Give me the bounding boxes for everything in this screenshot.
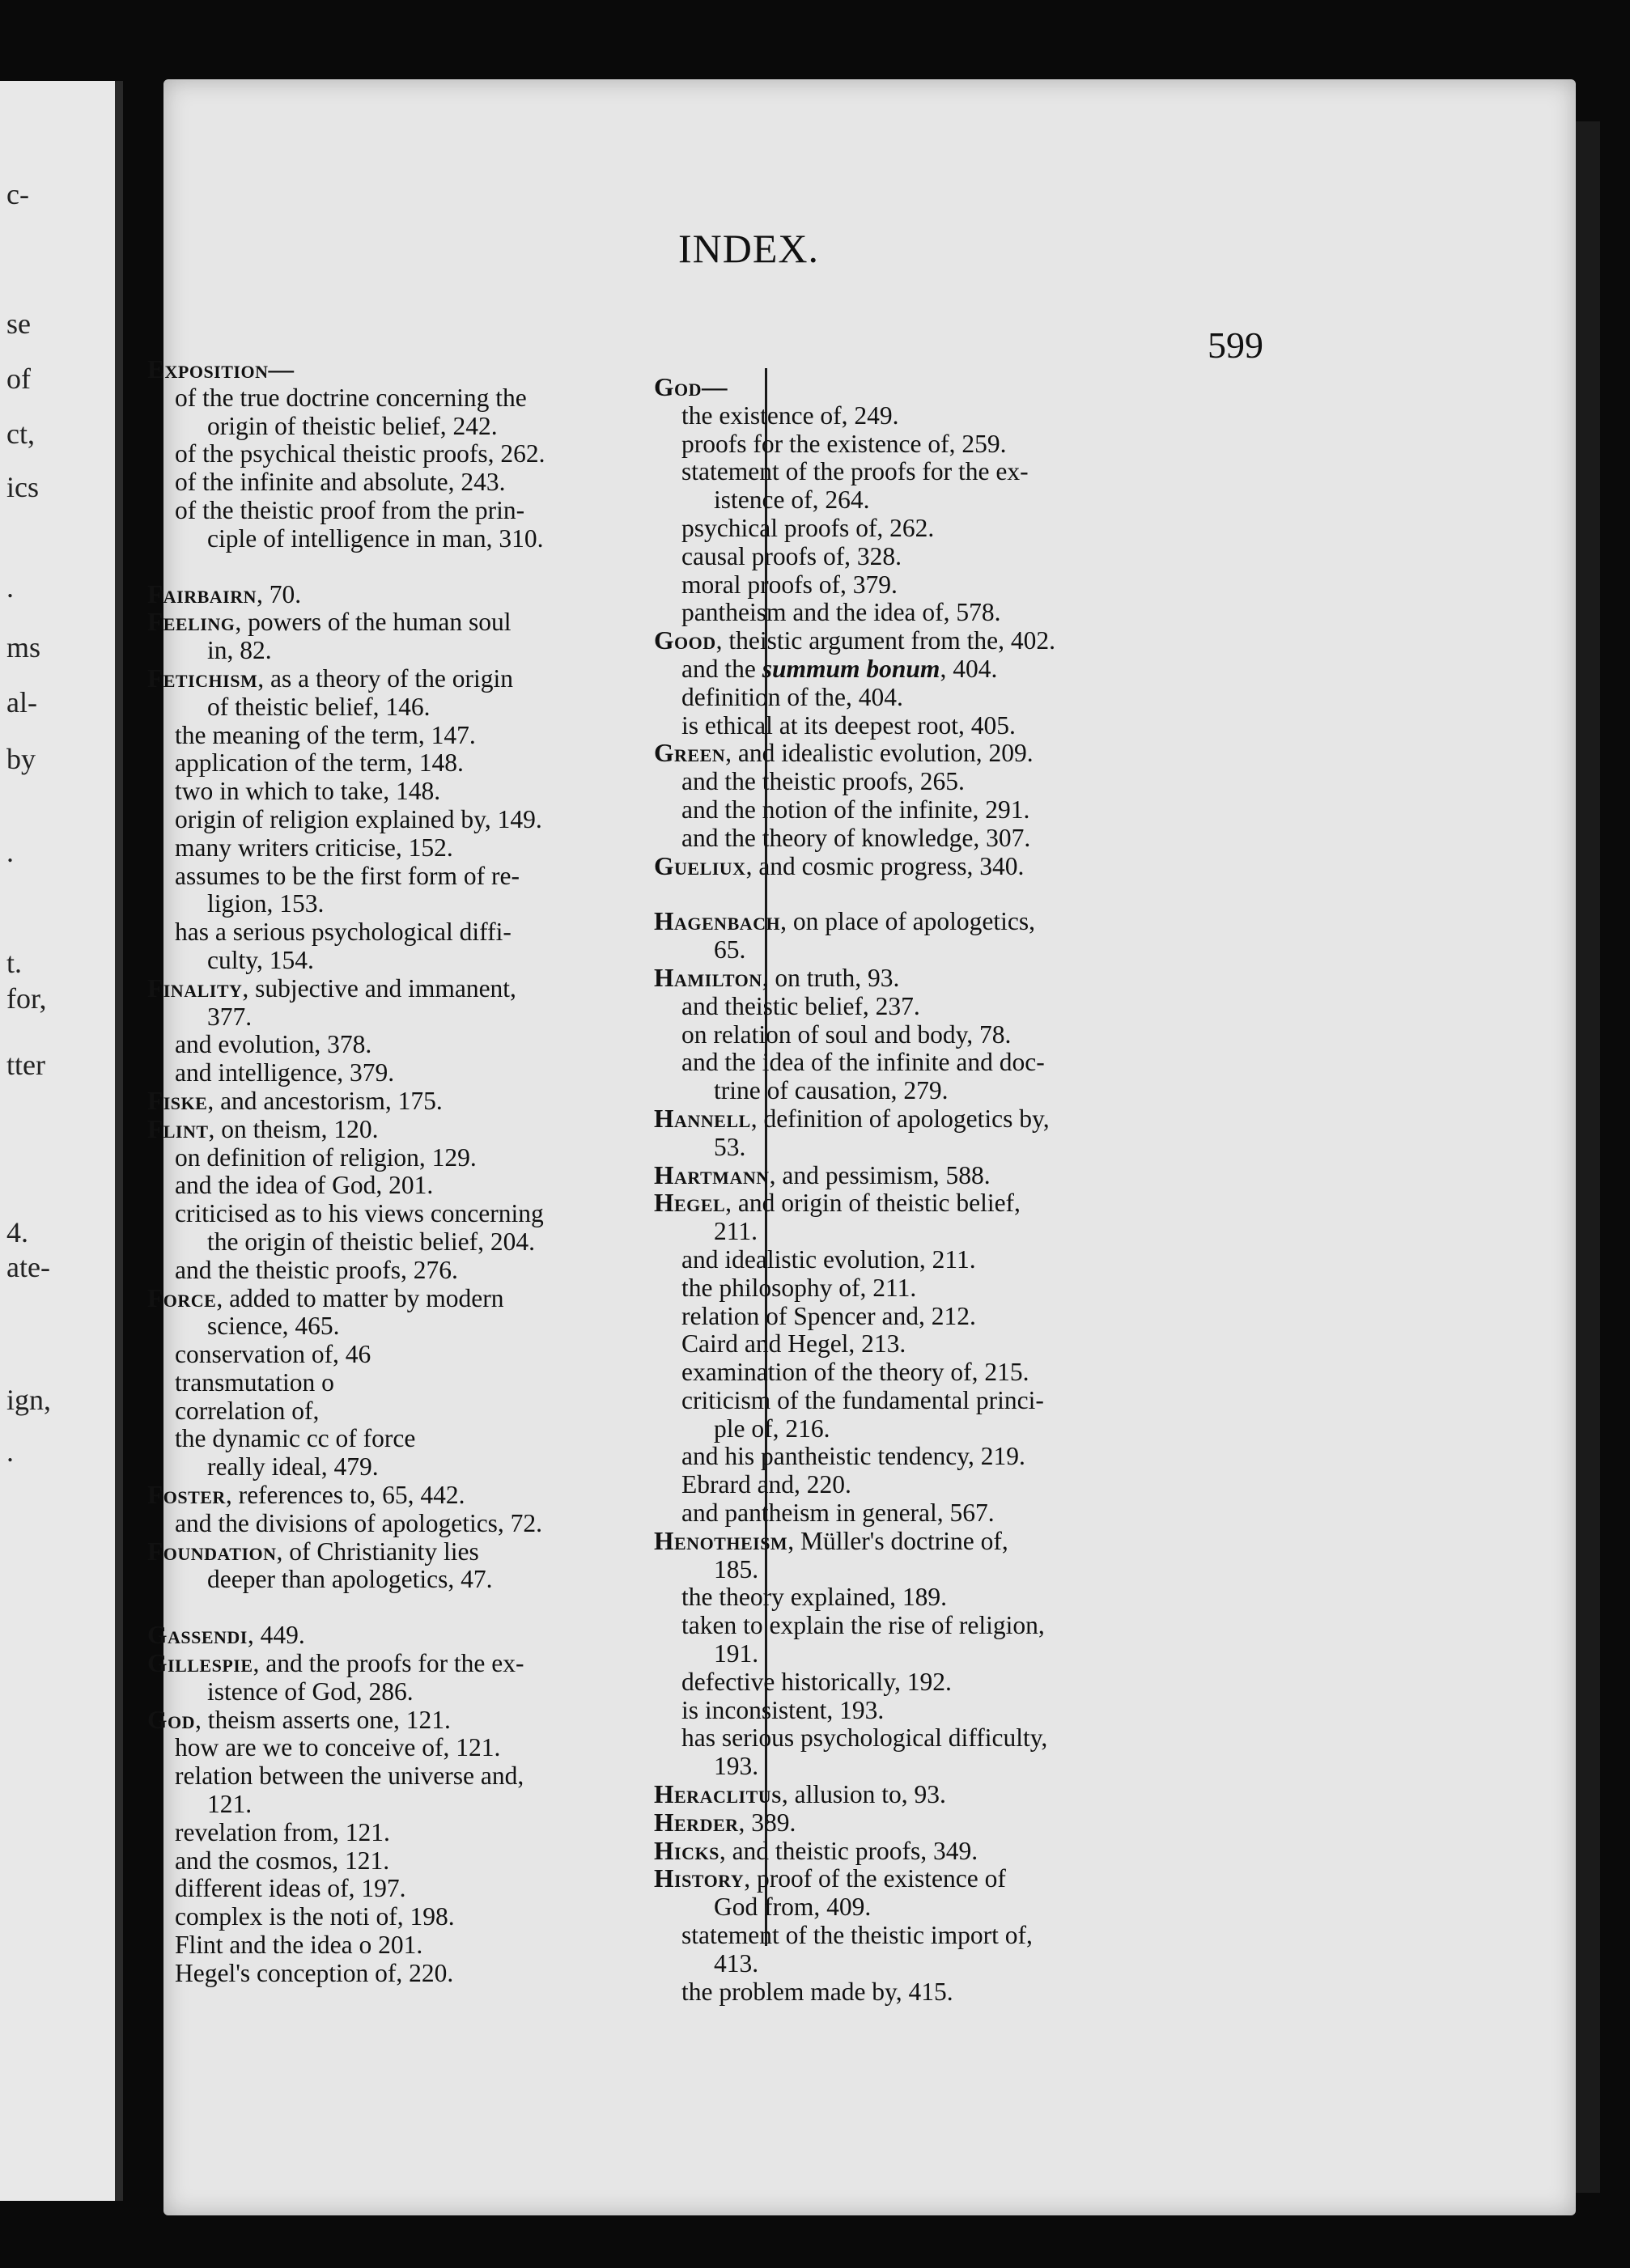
index-heading-line: [654, 908, 1148, 936]
index-subentry-line: [654, 936, 1148, 964]
index-subentry-line: [654, 1303, 1148, 1331]
index-subentry-line: [147, 693, 641, 722]
index-subentry-line: [654, 1359, 1148, 1387]
index-subentry-line: [147, 1228, 641, 1257]
index-text: , on theism, 120.: [208, 1114, 379, 1143]
index-subentry-line: [147, 947, 641, 975]
index-subentry-line: [147, 834, 641, 863]
index-text: God from, 409.: [714, 1893, 872, 1922]
index-heading: Fetichism: [147, 663, 258, 693]
index-subentry-line: [654, 993, 1148, 1021]
index-text: the theory explained, 189.: [681, 1583, 948, 1612]
index-text: on relation of soul and body, 78.: [681, 1020, 1012, 1049]
index-text: different ideas of, 197.: [175, 1874, 406, 1903]
index-heading-line: [147, 1482, 641, 1510]
index-text: , on place of apologetics,: [780, 907, 1036, 936]
index-subentry-line: [654, 1922, 1148, 1950]
index-subentry-line: [654, 1893, 1148, 1922]
index-column-left: [147, 356, 641, 1988]
index-subentry-line: [147, 1819, 641, 1847]
index-text: the origin of theistic belief, 204.: [207, 1227, 536, 1256]
index-subentry-line: [147, 1425, 641, 1453]
index-text: statement of the theistic import of,: [681, 1921, 1033, 1950]
index-text: relation of Spencer and, 212.: [681, 1301, 976, 1330]
index-text: causal proofs of, 328.: [681, 541, 902, 570]
index-text: , powers of the human soul: [235, 608, 511, 637]
index-heading: Exposition—: [147, 355, 295, 384]
index-text: origin of religion explained by, 149.: [175, 804, 542, 833]
index-subentry-line: [147, 497, 641, 525]
index-text: has a serious psychological diffi-: [175, 918, 511, 947]
index-text: correlation of,: [175, 1396, 320, 1425]
index-text: , 70.: [256, 579, 302, 608]
index-subentry-line: [654, 1950, 1148, 1978]
index-subentry-line: [147, 1566, 641, 1594]
index-subentry-line: [654, 655, 1148, 684]
index-subentry-line: [147, 1931, 641, 1960]
index-text: and the notion of the infinite, 291.: [681, 795, 1030, 824]
index-text: culty, 154.: [207, 945, 314, 974]
index-heading: Fairbairn: [147, 579, 257, 608]
index-subentry-line: [654, 1274, 1148, 1303]
previous-page-text-fragment: 4.: [6, 1216, 28, 1248]
index-text: istence of God, 286.: [207, 1677, 414, 1706]
index-heading-line: [654, 374, 1148, 402]
index-text: many writers criticise, 152.: [175, 833, 453, 862]
index-subentry-line: [147, 806, 641, 834]
index-heading: Heraclitus: [654, 1780, 782, 1809]
index-heading: Hicks: [654, 1836, 719, 1865]
index-text: , 449.: [247, 1621, 305, 1650]
index-heading-line: [654, 1838, 1148, 1866]
previous-page-text-fragment: of: [6, 362, 31, 395]
index-subentry-line: [654, 571, 1148, 600]
previous-page-text-fragment: t.: [6, 947, 23, 979]
index-subentry-line: [654, 684, 1148, 712]
index-heading-line: [147, 608, 641, 637]
previous-page-text-fragment: .: [6, 571, 14, 604]
index-text: , subjective and immanent,: [242, 973, 516, 1003]
index-text: has serious psychological difficulty,: [681, 1723, 1048, 1753]
index-text: 121.: [207, 1790, 253, 1819]
index-text: on definition of religion, 129.: [175, 1142, 477, 1172]
index-subentry-line: [147, 1791, 641, 1819]
index-heading: God: [147, 1705, 196, 1734]
index-subentry-line: [654, 1471, 1148, 1499]
index-subentry-line: [147, 440, 641, 468]
index-heading-line: [147, 665, 641, 693]
index-subentry-line: [654, 1330, 1148, 1359]
index-heading: Green: [654, 739, 726, 768]
index-subentry-line: [654, 1724, 1148, 1753]
index-heading: Hamilton: [654, 963, 762, 992]
index-text: , proof of the existence of: [744, 1864, 1006, 1893]
index-text: psychical proofs of, 262.: [681, 513, 935, 542]
index-heading: Fiske: [147, 1086, 208, 1115]
index-text: , added to matter by modern: [216, 1283, 504, 1312]
index-text: complex is the noti of, 198.: [175, 1902, 455, 1931]
index-text: criticised as to his views concerning: [175, 1199, 544, 1228]
index-subentry-line: [654, 515, 1148, 543]
index-subentry-line: [147, 1172, 641, 1200]
index-subentry-line: [147, 384, 641, 413]
index-subentry-line: [147, 1341, 641, 1369]
index-heading-line: [654, 1528, 1148, 1556]
previous-page-text-fragment: ign,: [6, 1384, 52, 1416]
index-subentry-line: [147, 1144, 641, 1172]
index-subentry-line: [654, 1612, 1148, 1640]
index-subentry-line: [654, 712, 1148, 740]
index-text: , and pessimism, 588.: [769, 1160, 991, 1189]
previous-page-text-fragment: ct,: [6, 418, 35, 450]
index-subentry-line: [654, 1668, 1148, 1697]
index-heading-line: [147, 1116, 641, 1144]
index-text: 193.: [714, 1752, 759, 1781]
index-text: of the true doctrine concerning the: [175, 383, 527, 412]
index-text: of the psychical theistic proofs, 262.: [175, 439, 545, 468]
index-text: the problem made by, 415.: [681, 1977, 953, 2006]
previous-page-text-fragment: ate-: [6, 1251, 50, 1283]
index-subentry-line: [654, 1583, 1148, 1612]
index-text: and idealistic evolution, 211.: [681, 1244, 976, 1274]
index-text: of the theistic proof from the prin-: [175, 495, 525, 524]
index-text: and pantheism in general, 567.: [681, 1499, 995, 1528]
index-subentry-line: [654, 768, 1148, 796]
index-subentry-line: [654, 543, 1148, 571]
index-heading: Herder: [654, 1808, 739, 1837]
index-subentry-line: [147, 890, 641, 918]
index-heading: Hegel: [654, 1189, 726, 1218]
index-text: really ideal, 479.: [207, 1452, 379, 1482]
index-heading-line: [654, 1809, 1148, 1838]
index-heading: Gillespie: [147, 1649, 253, 1678]
previous-page-text-fragment: se: [6, 307, 31, 340]
index-heading-line: [654, 627, 1148, 655]
index-heading-line: [654, 1162, 1148, 1190]
index-subentry-line: [654, 796, 1148, 825]
index-text: and the theory of knowledge, 307.: [681, 823, 1031, 852]
index-subentry-line: [654, 1640, 1148, 1668]
index-text: ciple of intelligence in man, 310.: [207, 524, 544, 553]
index-subentry-line: [147, 1059, 641, 1087]
index-text: relation between the universe and,: [175, 1761, 524, 1791]
index-text: , 389.: [738, 1808, 796, 1837]
index-heading: Henotheism: [654, 1526, 788, 1555]
index-text: , as a theory of the origin: [257, 663, 514, 693]
index-text: , and the proofs for the ex-: [253, 1649, 524, 1678]
index-text: examination of the theory of, 215.: [681, 1358, 1029, 1387]
page-number: 599: [1208, 324, 1263, 366]
index-heading-line: [147, 1706, 641, 1735]
index-subentry-line: [147, 468, 641, 497]
index-text: the existence of, 249.: [681, 401, 899, 430]
index-text: of the infinite and absolute, 243.: [175, 468, 506, 497]
index-text: ple of, 216.: [714, 1414, 830, 1443]
index-heading: History: [654, 1864, 745, 1893]
index-subentry-line: [654, 1077, 1148, 1105]
index-heading-line: [147, 975, 641, 1003]
index-subentry-line: [147, 1369, 641, 1397]
index-text: and intelligence, 379.: [175, 1058, 395, 1087]
index-subentry-line: [147, 1960, 641, 1988]
index-subentry-line: [654, 1415, 1148, 1443]
index-text: , and theistic proofs, 349.: [719, 1836, 978, 1865]
index-subentry-line: [147, 1762, 641, 1791]
entry-gap: [654, 880, 1148, 908]
index-text: Hegel's conception of, 220.: [175, 1958, 454, 1987]
index-text: , theism asserts one, 121.: [195, 1705, 451, 1734]
index-subentry-line: [147, 1903, 641, 1931]
index-heading: Gassendi: [147, 1621, 248, 1650]
index-text: 53.: [714, 1132, 746, 1161]
previous-page-text-fragment: c-: [6, 178, 29, 210]
index-text: how are we to conceive of, 121.: [175, 1733, 501, 1762]
index-subentry-line: [147, 918, 641, 947]
index-subentry-line: [654, 486, 1148, 515]
index-text: , on truth, 93.: [762, 963, 900, 992]
index-text: transmutation o: [175, 1367, 334, 1397]
index-subentry-line: [147, 1257, 641, 1285]
entry-gap: [147, 553, 641, 581]
index-text: , 404.: [940, 654, 998, 683]
index-heading-line: [654, 1781, 1148, 1809]
index-text: statement of the proofs for the ex-: [681, 457, 1029, 486]
index-text: , and origin of theistic belief,: [725, 1189, 1021, 1218]
index-subentry-line: [654, 825, 1148, 853]
previous-page-text-fragment: .: [6, 836, 14, 868]
index-text: , Müller's doctrine of,: [787, 1526, 1008, 1555]
index-heading-line: [147, 1538, 641, 1566]
index-text: taken to explain the rise of religion,: [681, 1611, 1045, 1640]
previous-page-text-fragment: .: [6, 1435, 14, 1468]
index-text: defective historically, 192.: [681, 1667, 952, 1696]
index-subentry-line: [147, 1312, 641, 1341]
index-text: , and ancestorism, 175.: [207, 1086, 443, 1115]
index-heading-line: [147, 1285, 641, 1313]
previous-page-text-fragment: ms: [6, 631, 41, 663]
index-text: , theistic argument from the, 402.: [715, 626, 1055, 655]
index-subentry-line: [147, 637, 641, 665]
index-text: definition of the, 404.: [681, 682, 903, 711]
index-text: Caird and Hegel, 213.: [681, 1329, 906, 1359]
index-subentry-line: [147, 525, 641, 553]
index-subentry-line: [147, 778, 641, 806]
index-text: conservation of, 46: [175, 1340, 371, 1369]
index-text: deeper than apologetics, 47.: [207, 1565, 493, 1594]
index-heading: God—: [654, 373, 728, 401]
index-subentry-line: [147, 1847, 641, 1876]
index-text: is ethical at its deepest root, 405.: [681, 710, 1016, 740]
index-heading-line: [147, 581, 641, 609]
index-heading-line: [654, 964, 1148, 993]
index-text: and the idea of the infinite and doc-: [681, 1048, 1045, 1077]
index-subentry-line: [147, 1397, 641, 1426]
previous-page-text-fragment: ics: [6, 471, 39, 503]
index-text: 185.: [714, 1554, 759, 1583]
index-heading-line: [147, 356, 641, 384]
index-subentry-line: [147, 1453, 641, 1482]
index-heading: Foster: [147, 1481, 226, 1510]
index-text: application of the term, 148.: [175, 748, 464, 778]
index-text: of theistic belief, 146.: [207, 692, 431, 721]
index-subentry-line: [147, 1875, 641, 1903]
index-text: , of Christianity lies: [276, 1537, 479, 1566]
index-subentry-line: [147, 1734, 641, 1762]
index-text: the dynamic cc of force: [175, 1424, 416, 1453]
index-text: Ebrard and, 220.: [681, 1470, 851, 1499]
index-text: in, 82.: [207, 636, 272, 665]
index-text: 65.: [714, 935, 746, 964]
previous-page-text-fragment: al-: [6, 686, 37, 719]
index-text: the meaning of the term, 147.: [175, 720, 476, 749]
index-subentry-line: [654, 1556, 1148, 1584]
previous-page-text-fragment: by: [6, 743, 36, 775]
index-heading: Hannell: [654, 1104, 751, 1133]
index-text: science, 465.: [207, 1312, 340, 1341]
index-heading-line: [654, 853, 1148, 881]
index-subentry-line: [147, 1200, 641, 1228]
index-heading-line: [654, 1865, 1148, 1893]
index-subentry-line: [654, 1697, 1148, 1725]
index-text: ligion, 153.: [207, 889, 325, 918]
index-heading-line: [147, 1087, 641, 1116]
index-heading: Foundation: [147, 1537, 277, 1566]
index-text: is inconsistent, 193.: [681, 1695, 885, 1724]
index-heading-line: [654, 1105, 1148, 1134]
index-text: and the: [681, 654, 762, 683]
index-text: and his pantheistic tendency, 219.: [681, 1442, 1025, 1471]
index-text: istence of, 264.: [714, 485, 870, 515]
index-text: pantheism and the idea of, 578.: [681, 598, 1001, 627]
index-heading: Feeling: [147, 608, 236, 637]
previous-page-edge: [0, 81, 123, 2201]
index-subentry-line: [147, 863, 641, 891]
index-heading: Finality: [147, 973, 243, 1003]
index-subentry-line: [654, 1753, 1148, 1781]
index-heading-line: [147, 1650, 641, 1678]
entry-gap: [147, 1594, 641, 1622]
index-text: and the theistic proofs, 265.: [681, 767, 965, 796]
index-heading: Good: [654, 626, 716, 655]
index-subentry-line: [654, 1443, 1148, 1471]
index-text: two in which to take, 148.: [175, 777, 441, 806]
index-text: proofs for the existence of, 259.: [681, 429, 1007, 458]
index-heading: Gueliux: [654, 851, 746, 880]
index-text: revelation from, 121.: [175, 1817, 390, 1846]
index-subentry-line: [147, 1003, 641, 1032]
index-heading: Hartmann: [654, 1160, 770, 1189]
index-emphasis: summum bonum: [762, 654, 940, 683]
index-heading: Force: [147, 1283, 217, 1312]
index-text: assumes to be the first form of re-: [175, 861, 520, 890]
index-column-right: [654, 374, 1148, 2006]
index-subentry-line: [654, 1978, 1148, 2007]
index-subentry-line: [654, 1021, 1148, 1049]
index-text: and theistic belief, 237.: [681, 991, 920, 1020]
index-text: , allusion to, 93.: [781, 1780, 946, 1809]
index-subentry-line: [147, 1510, 641, 1538]
index-text: moral proofs of, 379.: [681, 570, 898, 599]
index-heading-line: [147, 1622, 641, 1650]
index-text: and evolution, 378.: [175, 1030, 372, 1059]
index-heading-line: [654, 740, 1148, 768]
index-subentry-line: [654, 430, 1148, 459]
index-subentry-line: [147, 1678, 641, 1706]
index-subentry-line: [654, 599, 1148, 627]
index-subentry-line: [654, 1218, 1148, 1246]
index-text: , and cosmic progress, 340.: [745, 851, 1025, 880]
index-subentry-line: [654, 1387, 1148, 1415]
index-heading: Flint: [147, 1114, 209, 1143]
index-heading: Hagenbach: [654, 907, 781, 936]
index-text: , definition of apologetics by,: [750, 1104, 1050, 1133]
index-subentry-line: [147, 413, 641, 441]
index-text: and the cosmos, 121.: [175, 1846, 390, 1875]
index-text: trine of causation, 279.: [714, 1076, 949, 1105]
index-text: 413.: [714, 1948, 759, 1978]
index-text: the philosophy of, 211.: [681, 1273, 917, 1302]
index-heading-line: [654, 1189, 1148, 1218]
index-text: , references to, 65, 442.: [225, 1481, 465, 1510]
running-head: INDEX.: [677, 226, 820, 271]
index-subentry-line: [654, 1049, 1148, 1077]
index-text: and the idea of God, 201.: [175, 1171, 434, 1200]
index-text: and the divisions of apologetics, 72.: [175, 1508, 543, 1537]
previous-page-text-fragment: tter: [6, 1049, 45, 1081]
index-text: Flint and the idea o 201.: [175, 1931, 423, 1960]
index-text: 211.: [714, 1217, 758, 1246]
index-subentry-line: [654, 1246, 1148, 1274]
index-text: 191.: [714, 1639, 759, 1668]
index-subentry-line: [654, 1499, 1148, 1528]
previous-page-text-fragment: for,: [6, 982, 47, 1015]
index-text: origin of theistic belief, 242.: [207, 411, 498, 440]
index-text: 377.: [207, 1002, 253, 1031]
index-subentry-line: [147, 1031, 641, 1059]
index-text: , and idealistic evolution, 209.: [725, 739, 1034, 768]
index-subentry-line: [147, 722, 641, 750]
index-subentry-line: [654, 402, 1148, 430]
index-subentry-line: [147, 749, 641, 778]
index-subentry-line: [654, 458, 1148, 486]
index-text: criticism of the fundamental princi-: [681, 1385, 1044, 1414]
next-page-shadow: [1576, 121, 1600, 2193]
index-text: and the theistic proofs, 276.: [175, 1255, 458, 1284]
index-subentry-line: [654, 1134, 1148, 1162]
